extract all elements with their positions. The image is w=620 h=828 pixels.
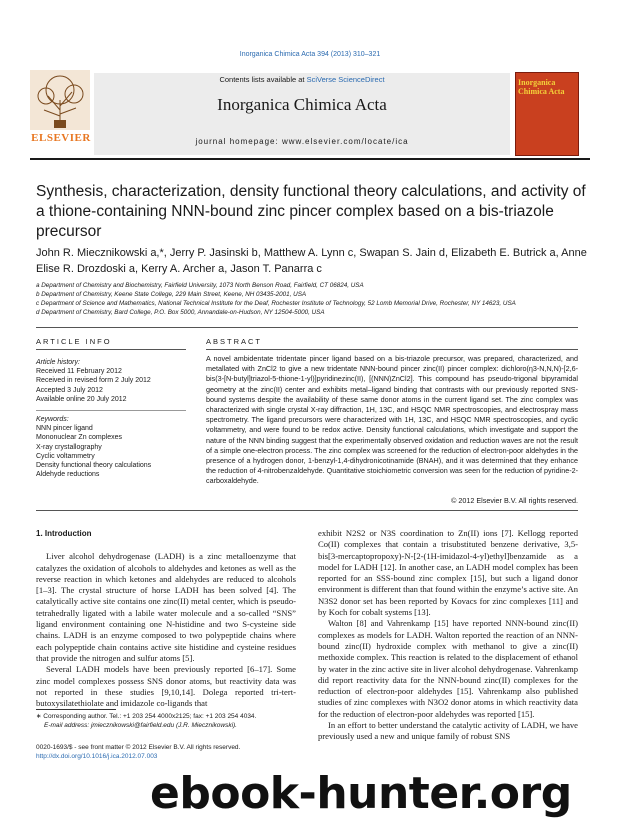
abstract-bottom-rule <box>36 510 578 511</box>
journal-title: Inorganica Chimica Acta <box>217 95 387 114</box>
section-heading: 1. Introduction <box>36 529 92 538</box>
affiliation-c: c Department of Science and Mathematics, National Technical Institute for the Deaf, Rochester Institute of Technology, 52 Lomb Memorial Drive, Rochester, NY 14623, USA <box>36 300 516 307</box>
info-divider <box>36 410 186 411</box>
keyword: Cyclic voltammetry <box>36 452 95 460</box>
article-info <box>36 358 186 479</box>
abstract-heading: ABSTRACT <box>206 337 263 346</box>
sciencedirect-link[interactable]: SciVerse ScienceDirect <box>306 75 385 84</box>
doi-link[interactable]: http://dx.doi.org/10.1016/j.ica.2012.07.003 <box>36 752 158 760</box>
email-address[interactable]: E-mail address: jmiecznikowski@fairfield.edu (J.R. Miecznikowski). <box>44 721 237 729</box>
footnotes <box>36 713 296 730</box>
paragraph: exhibit N2S2 or N3S coordination to Zn(II) ions [7]. Kellogg reported Co(II) complexes that contain a trisubstituted benzene derivative, 3,5-bis[3-mercaptopropoxy)-N-[2-(1H-imidazol-4-yl)ethyl]benzamide as a model for LADH [12]. In another case, an LADH model complex has been reported for an SSS-bound zinc complex [15], but such a ligand donor environment is different than that found within the enzyme’s active site. An N3S2 donor set has been reported by Kovacs for zinc complexes [11] and by Koch for cobalt systems [13]. <box>318 528 578 618</box>
article-info-heading: ARTICLE INFO <box>36 337 112 346</box>
paragraph: In an effort to better understand the catalytic activity of LADH, we have previously used a new and unique family of robust SNS <box>318 720 578 742</box>
keyword: Density functional theory calculations <box>36 462 152 470</box>
journal-citation[interactable]: Inorganica Chimica Acta 394 (2013) 310–321 <box>239 51 381 58</box>
keyword: Mononuclear Zn complexes <box>36 434 122 442</box>
keyword: X-ray crystallography <box>36 443 102 451</box>
keywords-label: Keywords: <box>36 416 69 424</box>
cover-title: Inorganica Chimica Acta <box>518 78 565 96</box>
issn-line: 0020-1693/$ - see front matter © 2012 Elsevier B.V. All rights reserved. <box>36 744 241 751</box>
paragraph: Walton [8] and Vahrenkamp [15] have reported NNN-bound zinc(II) complexes as models for LADH. Walton reported the reaction of an NNN-bound zinc(II) hydroxide complex with methanol to give a zinc(II) methoxide complex. This reaction is related to the displacement of ethanol by water in the zinc active site in liver alcohol dehydrogenase. Vahrenkamp did report reactivity data for the NNN-bound zinc(II) complexes for the reduction of electron-poor aldehydes [15]. Vahrenkamp also published studies of zinc complexes with N3O2 donor atoms in which reactivity data for the reduction of electron-poor aldehydes was reported [15]. <box>318 618 578 719</box>
history-item: Received 11 February 2012 <box>36 368 122 376</box>
paragraph: Several LADH models have been previously reported [6–17]. Some zinc model complexes possess SNS donor atoms, but reactivity data was not reported in these studies [9,10,14]. Dolega reported tri-tert-butoxysilatethiolate and imidazole co-ligands that <box>36 664 296 709</box>
keyword: NNN pincer ligand <box>36 425 93 433</box>
footnote-rule <box>36 709 116 710</box>
abstract-rule <box>206 349 578 350</box>
watermark: ebook-hunter.org <box>150 768 572 819</box>
affiliation-b: b Department of Chemistry, Keene State College, 229 Main Street, Keene, NH 03435-2001, USA <box>36 291 307 298</box>
affiliation-d: d Department of Chemistry, Bard College, P.O. Box 5000, Annandale-on-Hudson, NY 12504-5000, USA <box>36 309 325 316</box>
keyword: Aldehyde reductions <box>36 471 100 479</box>
journal-homepage[interactable]: journal homepage: www.elsevier.com/locate/ica <box>195 137 409 146</box>
body-left-column <box>36 528 296 709</box>
elsevier-wordmark: ELSEVIER <box>31 132 91 144</box>
affiliation-a: a Department of Chemistry and Biochemistry, Fairfield University, 1073 North Benson Road, Fairfield, CT 06824, USA <box>36 282 364 289</box>
author-list[interactable]: John R. Miecznikowski a,*, Jerry P. Jasinski b, Matthew A. Lynn c, Swapan S. Jain d, Elizabeth E. Butrick a, Anne Elise R. Drozdoski a, Kerry A. Archer a, Jason T. Panarra c <box>36 247 587 275</box>
contents-prefix: Contents lists available at <box>219 75 305 84</box>
paragraph: Liver alcohol dehydrogenase (LADH) is a zinc metalloenzyme that catalyzes the oxidation of alcohols to aldehydes and ketones as well as the reverse reaction in which ketones and aldehydes are reduced to alcohols [1–3]. The crystal structure of horse LADH has been solved [4]. The catalytically active site contains one zinc(II) metal center, which is pseudo-tetrahedrally ligated with a labile water molecule and a so-called “SNS” ligand environment containing one N-histidine and two S-cysteine side chains. LADH is an enzyme composed to two polypeptide chains where each polypeptide chain contains active site histidine and cysteine residues that provide the nitrogen and sulfur atoms [5]. <box>36 551 296 663</box>
article-info-rule <box>36 349 186 350</box>
copyright: © 2012 Elsevier B.V. All rights reserved. <box>451 496 578 505</box>
history-item: Accepted 3 July 2012 <box>36 386 103 394</box>
corresponding-author: ∗ Corresponding author. Tel.: +1 203 254 4000x2125; fax: +1 203 254 4034. <box>36 713 257 720</box>
abstract-text: A novel ambidentate tridentate pincer ligand based on a bis-triazole precursor, was prepared, characterized, and metallated with ZnCl2 to give a new tridentate NNN-bound pincer zinc(II) pincer complex: dichloro(η3-N,N,N)-[2,6-bis(3-[N-butyl]triazol-5-thione-1-yl)]pyridinezinc(II), [(NNN)ZnCl2]. This compound has pseudo-trigonal bipyramidal geometry at the zinc(II) center and exhibits metal–ligand binding that contrasts with our previously reported SNS-bound systems despite the availability of these same donor atoms in the current ligand set. The zinc complex was characterized with single crystal X-ray diffraction, 1H, 13C, and HSQC NMR spectroscopies, and electrospray mass spectrometry. The ligand precursors were characterized with 1H, 13C, and HSQC NMR spectroscopies, and cyclic voltammetry, and were found to be redox active. Density functional calculations, which investigate and support the nature of the NNN binding suggest that the experimentally observed oxidation and reduction waves are not the result of a simple one-electron process. The zinc complex was screened for the reduction of electron-poor aldehydes in the presence of a hydrogen donor, 1-benzyl-1,4-dihydronicotinamide (BNAH), and it was determined that they enhance the reduction of 4-nitrobenzaldehyde. Quantitative stoichiometric conversion was seen for the reduction of pyridine-2-carboxaldehyde. <box>206 354 578 486</box>
contents-available <box>94 75 510 84</box>
history-item: Received in revised form 2 July 2012 <box>36 377 151 385</box>
article-title: Synthesis, characterization, density functional theory calculations, and activity of a thione-containing NNN-bound zinc pincer complex based on a bis-triazole precursor <box>36 183 586 240</box>
affiliations <box>36 281 596 317</box>
history-item: Available online 20 July 2012 <box>36 395 127 403</box>
issn-block <box>36 744 296 761</box>
body-right-column <box>318 528 578 743</box>
affiliation-rule <box>36 327 578 328</box>
header-rule <box>30 158 590 160</box>
history-label: Article history: <box>36 359 80 366</box>
